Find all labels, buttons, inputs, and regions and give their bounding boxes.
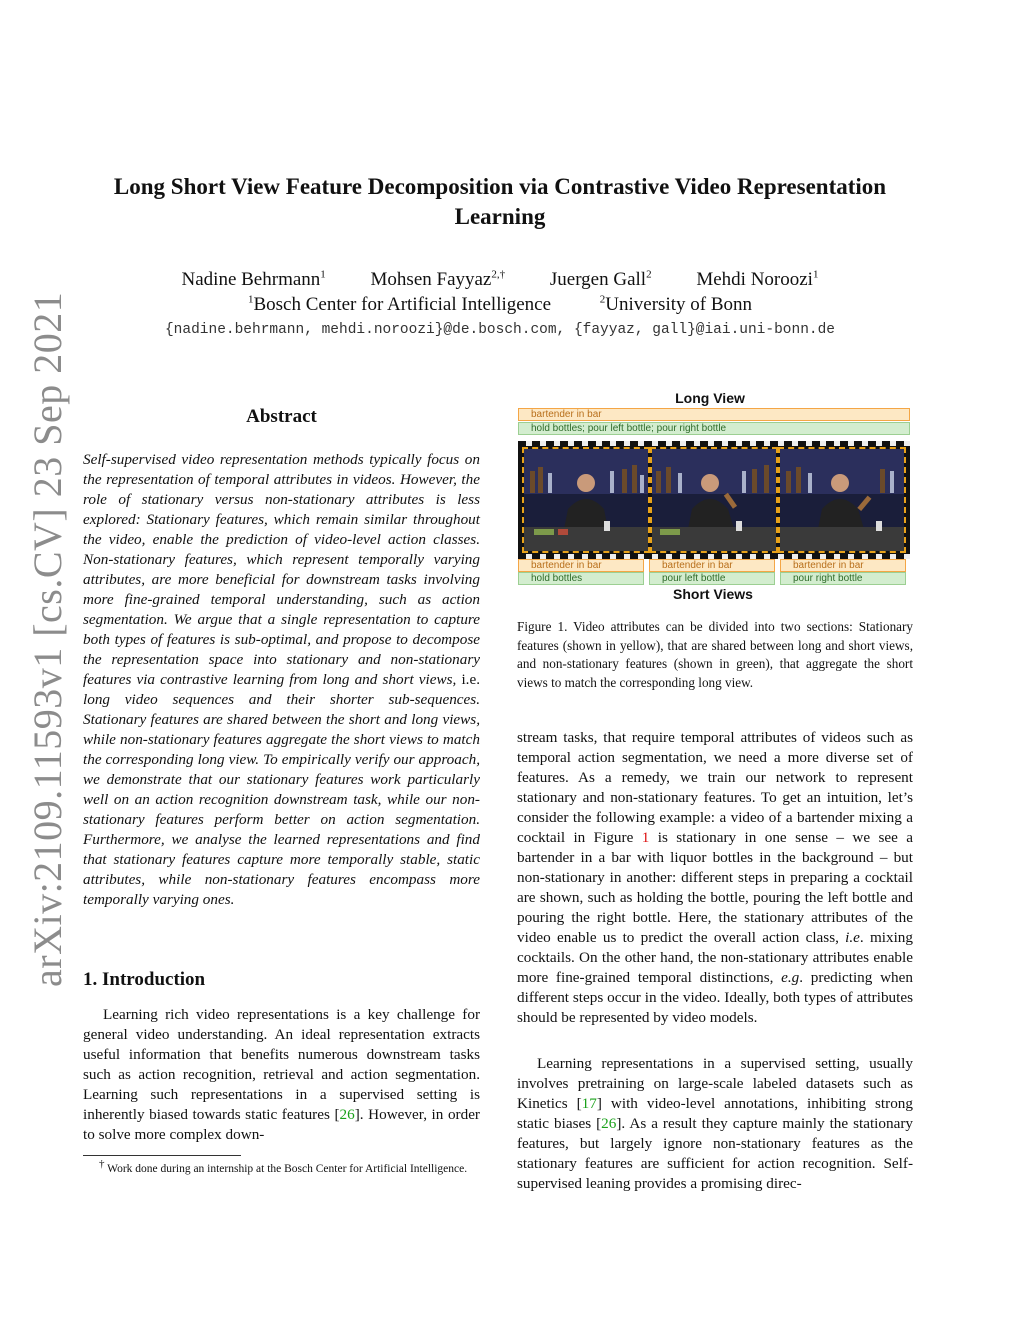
paper-title: Long Short View Feature Decomposition via Contrastive Video Representation Learning: [113, 174, 887, 229]
long-view-stationary-label: bartender in bar: [518, 408, 910, 421]
footnote: † Work done during an internship at the Bosch Center for Artificial Intelligence.: [99, 1158, 468, 1175]
video-frame: [650, 447, 778, 553]
author: Nadine Behrmann$^1$: [181, 268, 326, 290]
affiliation-list: [80, 293, 920, 317]
intro-paragraph: Learning rich video representations is a key challenge for general video understanding. An ideal representation extracts useful information that benefits numerous downstream tasks such as action recognition, retrieval and action segmentation. Learning such representations in a supervised setting is inherently biased towards static features [26]. However, in order to solve more complex down-: [83, 1006, 480, 1143]
bartender-frame-image: [524, 449, 648, 551]
bartender-frame-image: [652, 449, 776, 551]
short-view-nonstationary-label: hold bottles: [518, 572, 644, 585]
abstract-heading: Abstract: [246, 406, 317, 427]
affiliation: $^2$University of Bonn: [599, 293, 753, 315]
long-view-nonstationary-label: hold bottles; pour left bottle; pour right bottle: [518, 422, 910, 435]
short-views-title: Short Views: [673, 586, 753, 602]
long-view-title: Long View: [675, 390, 745, 406]
figure-caption: Figure 1. Video attributes can be divided into two sections: Stationary features (shown in yellow), that are shared between long and short views, and non-stationary features (shown in green), that aggregate the short views to match the corresponding long view.: [517, 619, 913, 690]
author-list: [80, 268, 920, 292]
video-frame: [778, 447, 906, 553]
right-column-paragraph: stream tasks, that require temporal attributes of videos such as temporal action segmentation, we need a more diverse set of features. As a remedy, we train our network to represent stationary and non-stationary features. To get an intuition, let’s consider the following example: a video of a bartender mixing a cocktail in Figure 1 is stationary in one sense – we see a bartender in a bar with liquor bottles in the background – but non-stationary in another: different steps in preparing a cocktail are shown, such as holding the bottle, pouring the left bottle and pouring the right bottle. Here, the stationary attributes of the video enable us to predict the overall action class, i.e. mixing cocktails. On the other hand, the non-stationary attributes enable more fine-grained temporal distinctions, e.g. predicting when different steps occur in the video. Ideally, both types of attributes should be represented by video models.: [517, 729, 913, 1026]
short-view-stationary-label: bartender in bar: [649, 559, 775, 572]
author-emails: {nadine.behrmann, mehdi.noroozi}@de.bosch.com, {fayyaz, gall}@iai.uni-bonn.de: [164, 322, 835, 338]
bartender-frame-image: [780, 449, 904, 551]
short-view-stationary-label: bartender in bar: [518, 559, 644, 572]
abstract-body: Self-supervised video representation methods typically focus on the representation of temporal attributes in videos. However, the role of stationary versus non-stationary attributes is less explored: Stationary features, which remain similar throughout the video, enable the prediction of video-level action classes. Non-stationary features, which represent temporally varying attributes, are more beneficial for downstream tasks involving more fine-grained temporal understanding, such as action segmentation. We argue that a single representation to capture both types of features is sub-optimal, and propose to decompose the representation space into stationary and non-stationary features via contrastive learning from long and short views, i.e. long video sequences and their shorter sub-sequences. Stationary features are shared between the short and long views, while non-stationary features aggregate the short views to match the corresponding long view. To empirically verify our approach, we demonstrate that our stationary features work particularly well on an action recognition downstream task, while our non-stationary features perform better on action segmentation. Furthermore, we analyse the learned representations and find that stationary features capture more temporally stable, static attributes, while non-stationary features encompass more temporally varying ones.: [83, 451, 481, 908]
footnote-rule: [83, 1155, 241, 1156]
author: Juergen Gall$^2$: [549, 268, 652, 290]
author: Mohsen Fayyaz$^{2,\dagger}$: [370, 268, 506, 290]
affiliation: $^1$Bosch Center for Artificial Intelligence: [247, 293, 552, 315]
section-heading-introduction: 1. Introduction: [83, 969, 206, 990]
author: Mehdi Noroozi$^1$: [696, 268, 819, 290]
citation-link[interactable]: 26: [601, 1115, 617, 1132]
figure-1: [517, 388, 913, 603]
short-view-stationary-label: bartender in bar: [780, 559, 906, 572]
film-sprocket-top: [518, 441, 910, 446]
citation-link[interactable]: 17: [581, 1095, 597, 1112]
video-frame: [522, 447, 650, 553]
right-column-paragraph: Learning representations in a supervised setting, usually involves pretraining on large-scale labeled datasets such as Kinetics [17] with video-level annotations, inhibiting strong static biases [26]. As a result they capture mainly the stationary features, but largely ignore non-stationary features as the stationary features are sufficient for action recognition. Self-supervised leaning provides a promising direc-: [517, 1055, 913, 1192]
short-view-nonstationary-label: pour right bottle: [780, 572, 906, 585]
figure-reference-link[interactable]: 1: [641, 829, 650, 846]
arxiv-identifier: arXiv:2109.11593v1 [cs.CV] 23 Sep 2021: [25, 291, 70, 987]
citation-link[interactable]: 26: [339, 1106, 355, 1123]
short-view-nonstationary-label: pour left bottle: [649, 572, 775, 585]
video-filmstrip: [518, 441, 910, 559]
